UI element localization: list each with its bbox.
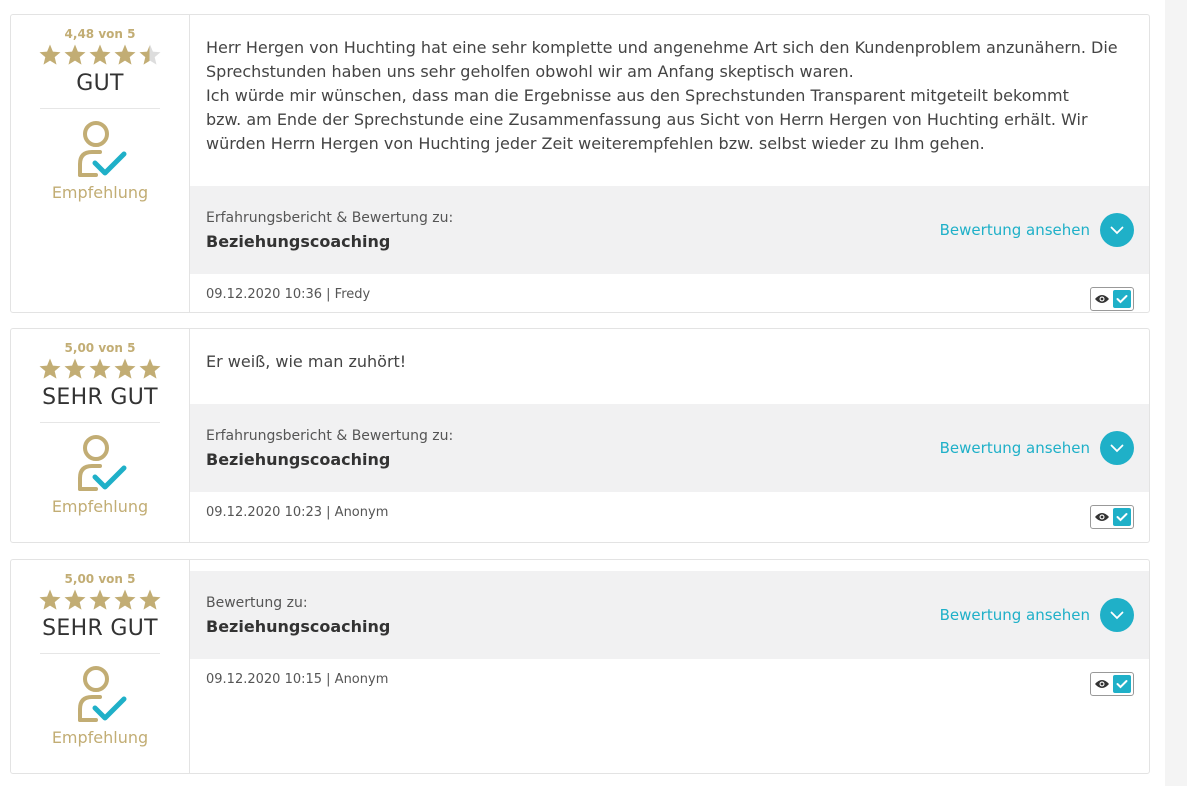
review-meta: 09.12.2020 10:23 | Anonym <box>206 505 389 520</box>
checkmark-icon <box>1113 508 1131 526</box>
eye-icon <box>1094 678 1110 690</box>
recommend-icon <box>70 664 130 726</box>
verified-badge[interactable] <box>1090 287 1134 311</box>
service-label: Bewertung zu: <box>206 594 308 611</box>
rating-score: 5,00 von 5 <box>64 341 136 355</box>
star-icon <box>138 588 162 612</box>
checkmark-icon <box>1113 675 1131 693</box>
eye-icon <box>1094 511 1110 523</box>
chevron-down-icon[interactable] <box>1100 431 1134 465</box>
review-paragraph: Er weiß, wie man zuhört! <box>206 352 407 371</box>
rating-column <box>11 560 190 773</box>
service-label: Erfahrungsbericht & Bewertung zu: <box>206 427 454 444</box>
star-icon <box>138 357 162 381</box>
checkmark-icon <box>1113 290 1131 308</box>
scrollbar-track[interactable] <box>1165 0 1187 786</box>
service-name: Beziehungscoaching <box>206 231 391 251</box>
review-meta-row <box>190 659 1149 696</box>
recommend-label: Empfehlung <box>51 183 149 202</box>
recommend-label: Empfehlung <box>51 497 149 516</box>
review-meta: 09.12.2020 10:36 | Fredy <box>206 287 371 302</box>
eye-icon <box>1094 293 1110 305</box>
service-panel <box>190 186 1149 274</box>
divider <box>40 108 160 109</box>
review-meta-row <box>190 274 1149 311</box>
review-paragraph: Herr Hergen von Huchting hat eine sehr komplette und angenehme Art sich den Kundenproblem anzunähern. Die Sprechstunden haben uns sehr geholfen obwohl wir am Anfang skeptisch waren. <box>206 38 1118 81</box>
star-icon <box>88 357 112 381</box>
verified-badge[interactable] <box>1090 505 1134 529</box>
star-icon <box>138 43 162 67</box>
star-icon <box>113 357 137 381</box>
star-icon <box>38 43 62 67</box>
review-card <box>10 559 1150 774</box>
star-icon <box>63 43 87 67</box>
rating-score: 5,00 von 5 <box>64 572 136 586</box>
star-icon <box>63 357 87 381</box>
star-icon <box>88 43 112 67</box>
verified-badge[interactable] <box>1090 672 1134 696</box>
review-text <box>190 329 1149 404</box>
rating-column <box>11 15 190 312</box>
star-icon <box>38 588 62 612</box>
service-name: Beziehungscoaching <box>206 616 391 636</box>
rating-column <box>11 329 190 542</box>
star-icon <box>113 588 137 612</box>
view-review-label[interactable]: Bewertung ansehen <box>939 606 1090 624</box>
divider <box>40 653 160 654</box>
review-meta: 09.12.2020 10:15 | Anonym <box>206 672 389 687</box>
review-body <box>190 329 1149 542</box>
review-meta-row <box>190 492 1149 529</box>
service-name: Beziehungscoaching <box>206 449 391 469</box>
recommend-label: Empfehlung <box>51 728 149 747</box>
view-review-link[interactable] <box>940 431 1134 465</box>
view-review-label[interactable]: Bewertung ansehen <box>939 221 1090 239</box>
divider <box>40 422 160 423</box>
review-card <box>10 14 1150 313</box>
rating-word: SEHR GUT <box>42 385 158 410</box>
recommend-icon <box>70 433 130 495</box>
rating-word: SEHR GUT <box>42 616 158 641</box>
star-rating <box>38 43 163 69</box>
service-panel <box>190 571 1149 659</box>
review-body <box>190 560 1149 773</box>
rating-score: 4,48 von 5 <box>64 27 136 41</box>
review-card <box>10 328 1150 543</box>
star-icon <box>88 588 112 612</box>
star-icon <box>63 588 87 612</box>
service-panel <box>190 404 1149 492</box>
review-body <box>190 15 1149 312</box>
review-text <box>190 15 1149 186</box>
star-icon <box>38 357 62 381</box>
star-icon <box>113 43 137 67</box>
star-rating <box>38 357 163 383</box>
review-paragraph: bzw. am Ende der Sprechstunde eine Zusammenfassung aus Sicht von Herrn Hergen von Huchting erhält. Wir würden Herrn Hergen von Huchting jeder Zeit weiterempfehlen bzw. selbst wieder zu Ihm gehen. <box>206 110 1088 153</box>
service-label: Erfahrungsbericht & Bewertung zu: <box>206 209 454 226</box>
chevron-down-icon[interactable] <box>1100 598 1134 632</box>
rating-word: GUT <box>76 71 124 96</box>
view-review-label[interactable]: Bewertung ansehen <box>939 439 1090 457</box>
recommend-icon <box>70 119 130 181</box>
view-review-link[interactable] <box>940 598 1134 632</box>
view-review-link[interactable] <box>940 213 1134 247</box>
chevron-down-icon[interactable] <box>1100 213 1134 247</box>
star-rating <box>38 588 163 614</box>
review-paragraph: Ich würde mir wünschen, dass man die Ergebnisse aus den Sprechstunden Transparent mitgeteilt bekommt <box>206 86 1069 105</box>
